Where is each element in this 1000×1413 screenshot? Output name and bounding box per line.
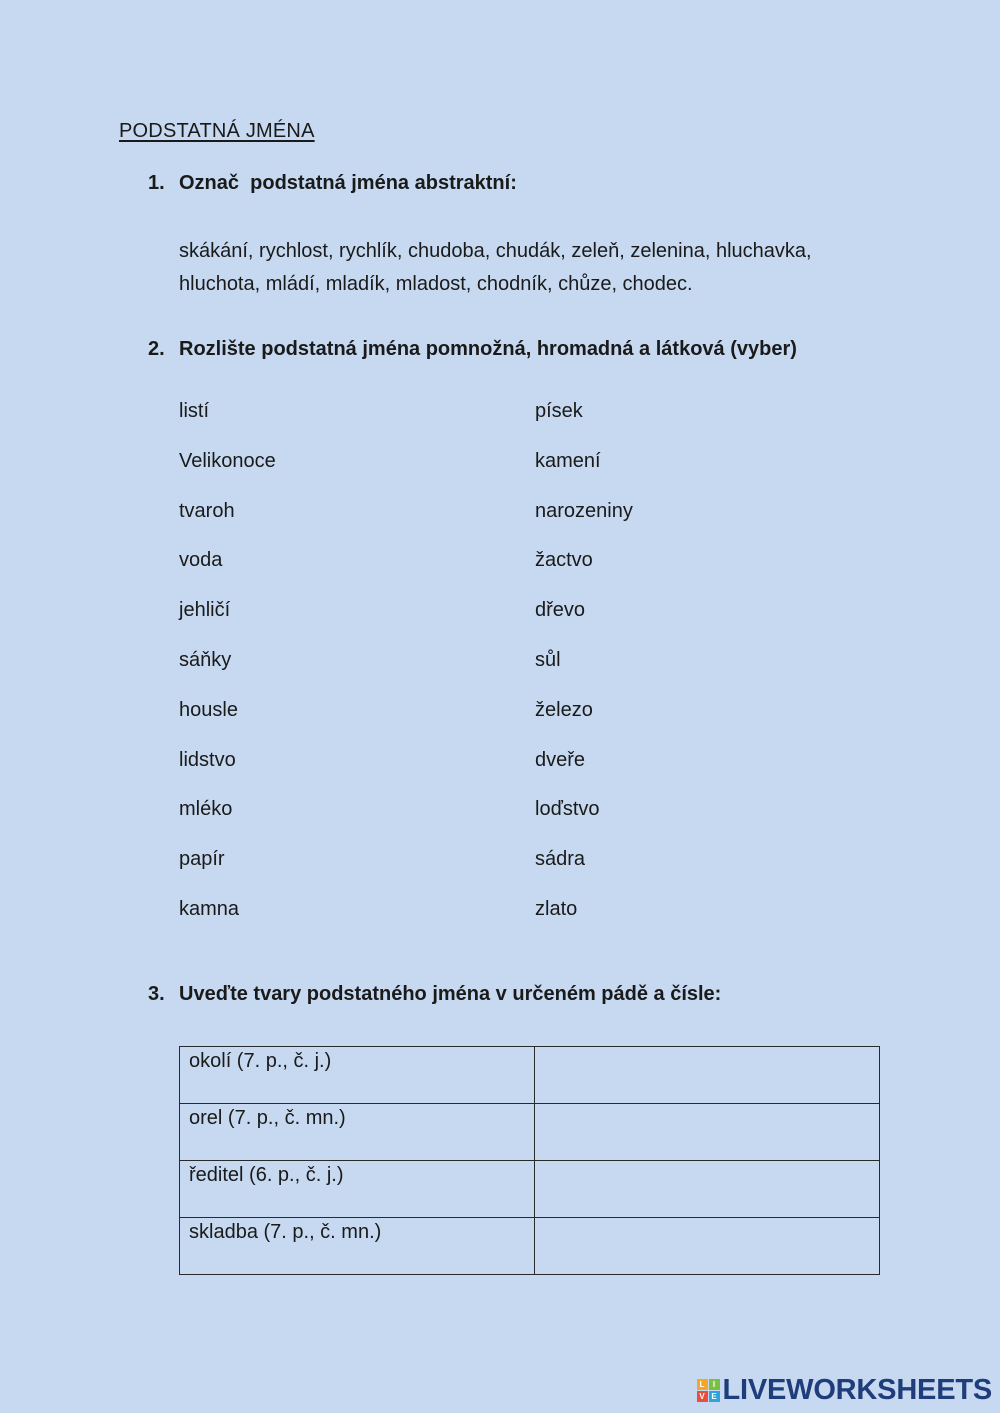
word-item[interactable]: dřevo [535, 599, 586, 622]
table-row [180, 1218, 880, 1275]
task-2-heading [148, 338, 797, 361]
task-3-number: 3. [148, 983, 165, 1005]
word-row [179, 450, 779, 500]
word-row [179, 549, 779, 599]
noun-form-answer-field[interactable] [534, 1047, 879, 1104]
word-item[interactable]: lidstvo [179, 748, 236, 771]
word-item[interactable]: narozeniny [535, 499, 633, 522]
table-row [180, 1104, 880, 1161]
word-list-line-2: hluchota, mládí, mladík, mladost, chodník, chůze, chodec. [179, 273, 693, 295]
noun-form-answer-field[interactable] [534, 1161, 879, 1218]
word-item[interactable]: loďstvo [535, 798, 600, 821]
word-item[interactable]: kamení [535, 449, 601, 472]
task-2-number: 2. [148, 338, 165, 360]
word-item[interactable]: sůl [535, 648, 561, 671]
word-row [179, 649, 779, 699]
word-row [179, 749, 779, 799]
table-row [180, 1047, 880, 1104]
word-item[interactable]: listí [179, 400, 209, 422]
table-row [180, 1161, 880, 1218]
page-title: PODSTATNÁ JMÉNA [119, 120, 315, 142]
word-row [179, 848, 779, 898]
word-item[interactable]: písek [535, 400, 583, 422]
word-row [179, 798, 779, 848]
word-item[interactable]: Velikonoce [179, 449, 276, 472]
word-item[interactable]: kamna [179, 897, 240, 920]
task-3-heading [148, 983, 721, 1006]
word-item[interactable]: žactvo [535, 549, 593, 572]
word-row [179, 500, 779, 550]
task-3-instruction: Uveďte tvary podstatného jména v určeném pádě a čísle: [179, 983, 722, 1005]
word-item[interactable]: voda [179, 549, 223, 572]
noun-forms-table [179, 1046, 880, 1275]
word-item[interactable]: housle [179, 698, 238, 721]
noun-form-prompt: skladba (7. p., č. mn.) [180, 1218, 535, 1275]
logo-tile: E [709, 1391, 720, 1402]
word-item[interactable]: tvaroh [179, 499, 235, 522]
noun-classification-list [179, 400, 779, 948]
liveworksheets-logo-icon [697, 1379, 720, 1402]
word-item[interactable]: jehličí [179, 599, 231, 622]
word-row [179, 400, 779, 450]
word-item[interactable]: papír [179, 848, 225, 871]
task-1-number: 1. [148, 172, 165, 194]
brand-name: LIVEWORKSHEETS [722, 1374, 992, 1406]
word-item[interactable]: mléko [179, 798, 233, 821]
word-item[interactable]: železo [535, 698, 593, 721]
noun-form-prompt: ředitel (6. p., č. j.) [180, 1161, 535, 1218]
word-list-line-1: skákání, rychlost, rychlík, chudoba, chudák, zeleň, zelenina, hluchavka, [179, 240, 812, 262]
noun-form-answer-field[interactable] [534, 1104, 879, 1161]
task-1-heading [148, 172, 517, 195]
word-row [179, 699, 779, 749]
word-item[interactable]: dveře [535, 748, 586, 771]
liveworksheets-brand [697, 1374, 993, 1407]
abstract-nouns-word-list [179, 235, 879, 301]
word-row [179, 898, 779, 948]
word-item[interactable]: sáňky [179, 648, 232, 671]
word-item[interactable]: zlato [535, 897, 578, 920]
noun-form-prompt: okolí (7. p., č. j.) [180, 1047, 535, 1104]
logo-tile: I [709, 1379, 720, 1390]
task-2-instruction: Rozlište podstatná jména pomnožná, hromadná a látková (vyber) [179, 338, 797, 360]
word-item[interactable]: sádra [535, 848, 586, 871]
word-row [179, 599, 779, 649]
noun-form-answer-field[interactable] [534, 1218, 879, 1275]
task-1-instruction: Označ podstatná jména abstraktní: [179, 172, 517, 194]
noun-form-prompt: orel (7. p., č. mn.) [180, 1104, 535, 1161]
logo-tile: L [697, 1379, 708, 1390]
logo-tile: V [697, 1391, 708, 1402]
